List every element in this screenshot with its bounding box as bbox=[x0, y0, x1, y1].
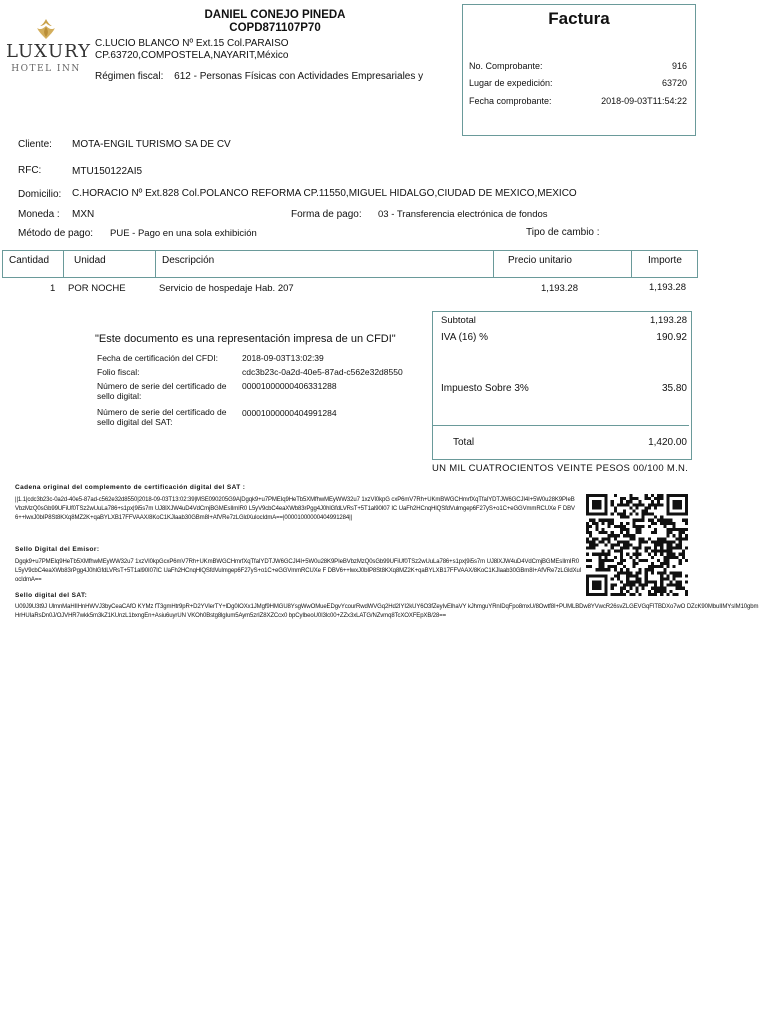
factura-box bbox=[462, 4, 696, 136]
col-cantidad: Cantidad bbox=[3, 251, 64, 277]
folio-value: cdc3b23c-0a2d-40e5-87ad-c562e32d8550 bbox=[242, 367, 403, 377]
cfdi-title: "Este documento es una representación impresa de un CFDI" bbox=[95, 333, 396, 345]
lugar-row bbox=[469, 78, 687, 88]
row-importe: 1,193.28 bbox=[649, 282, 686, 293]
table-row bbox=[0, 283, 700, 297]
total-en-letra: UN MIL CUATROCIENTOS VEINTE PESOS 00/100 M.N. bbox=[432, 463, 689, 474]
subtotal-value: 1,193.28 bbox=[650, 315, 687, 326]
moneda-label: Moneda : bbox=[18, 209, 60, 220]
comprobante-row bbox=[469, 61, 687, 71]
domicilio-value: C.HORACIO Nº Ext.828 Col.POLANCO REFORMA CP.11550,MIGUEL HIDALGO,CIUDAD DE MEXICO,MEXICO bbox=[72, 188, 577, 199]
forma-value: 03 - Transferencia electrónica de fondos bbox=[378, 209, 548, 220]
sello-emisor-text: Dgqk9+u7PMEIq9HeTb5XMfhwMEyWW32u7 1xzVI0kpGcxP6mV7Rh+UKmBWGCHmrfXqTfaIYDTJW6GCJI4I+5W0u28K9PIeBVbzMzQ0sGb99UFiUf0TSz2wUuLa786+s1px|9i5s7m UJ8lXJW4uD4VdCmjBGMEsIlmIR0 L5yV9cbC4eaXWb83rPgg4J0hlGfdLVRsT+5T1al90I07IC UaFh2HCnqHlQSfdVulmgep6F27yS+o1C+eGGVmmRCUXe F DBV6++lwxJ0bIP8St8KXq8MZ2K+qaBYLXB17FFVAAX/8KoC1KJlaab30GBm8I+AfVRe7zLGldXulocIdmA== bbox=[15, 559, 582, 583]
row-unidad: POR NOCHE bbox=[68, 283, 126, 294]
metodo-label: Método de pago: bbox=[18, 228, 94, 239]
factura-title: Factura bbox=[548, 9, 610, 28]
sello-sat-title: Sello digital del SAT: bbox=[15, 592, 88, 599]
sello-sat-text: U09J9U3t9J UlmnMaHIIHnHWVJ3byCeaCAfO KYMz fT3gmHtr9pR+D2YVlerTY+lDg0IOXx1JMgf9HMGU8YsgWwOMueEDgvYcourRwdWVGq2Hd2IYI2kUY6O3fZeyIvElhaVY kJhmguYRnIDqFpo8mxU/8Owtf8I+PUMLBDw8YVwcR26svZLGEVGqFITBDXo7wO DZcK90MbuIIMYsIM10gbmHrHUIaRsDn0J/OJVHR7wkk5m3kZ1KUnzL1bxngEn+Asiu6uyrUN VKOh0Bstg8lgIum5Aym5zrIZ8XZCcx0 bpCyIbeoU0I3lc00+ZZx3xLATG/NZvmq8TcXOXFEpXB/28== bbox=[15, 604, 759, 619]
domicilio-label: Domicilio: bbox=[18, 189, 62, 200]
cert-fecha-label: Fecha de certificación del CFDI: bbox=[97, 353, 218, 363]
sello-emisor-title: Sello Digital del Emisor: bbox=[15, 546, 100, 553]
regimen-value: 612 - Personas Físicas con Actividades Empresariales y bbox=[174, 71, 424, 82]
comprobante-label: No. Comprobante: bbox=[469, 61, 543, 71]
iva-value: 190.92 bbox=[656, 332, 687, 343]
row-cantidad: 1 bbox=[50, 283, 56, 294]
serie-value: 00001000000406331288 bbox=[242, 381, 337, 391]
crown-icon bbox=[34, 18, 58, 40]
serie-sat-label: Número de serie del certificado de sello digital del SAT: bbox=[97, 407, 227, 427]
cliente-label: Cliente: bbox=[18, 139, 52, 150]
folio-label: Folio fiscal: bbox=[97, 367, 140, 377]
iva-label: IVA (16) % bbox=[441, 332, 489, 343]
ish-value: 35.80 bbox=[661, 383, 687, 394]
lugar-label: Lugar de expedición: bbox=[469, 78, 553, 88]
comprobante-value: 916 bbox=[671, 61, 687, 71]
lugar-value: 63720 bbox=[661, 78, 687, 88]
totals-inner-box bbox=[433, 312, 689, 426]
emisor-header bbox=[150, 9, 400, 35]
cliente-value: MOTA-ENGIL TURISMO SA DE CV bbox=[72, 139, 231, 150]
col-precio: Precio unitario bbox=[494, 251, 632, 277]
col-importe: Importe bbox=[648, 255, 682, 266]
rfc-value: MTU150122AI5 bbox=[72, 166, 143, 177]
subtotal-row bbox=[441, 315, 687, 326]
tipo-cambio-label: Tipo de cambio : bbox=[526, 227, 600, 238]
logo-subtitle: HOTEL INN bbox=[11, 64, 81, 74]
metodo-value: PUE - Pago en una sola exhibición bbox=[110, 228, 257, 239]
emisor-rfc: COPD871107P70 bbox=[229, 22, 321, 34]
rfc-label: RFC: bbox=[18, 165, 42, 176]
ish-label: Impuesto Sobre 3% bbox=[441, 383, 529, 394]
col-descripcion: Descripción bbox=[156, 251, 494, 277]
col-unidad: Unidad bbox=[64, 251, 156, 277]
emisor-address2: CP.63720,COMPOSTELA,NAYARIT,México bbox=[95, 50, 289, 61]
total-row bbox=[441, 437, 687, 448]
fecha-row bbox=[469, 96, 687, 106]
regimen-label: Régimen fiscal: bbox=[95, 71, 164, 82]
ish-row bbox=[441, 383, 687, 394]
concepts-table-header bbox=[2, 250, 698, 278]
logo-brand: LUXURY bbox=[6, 41, 92, 62]
iva-row bbox=[441, 332, 687, 343]
total-value: 1,420.00 bbox=[648, 437, 687, 448]
row-precio: 1,193.28 bbox=[541, 283, 578, 294]
company-logo bbox=[6, 18, 92, 74]
qr-code-icon bbox=[586, 494, 688, 596]
serie-label: Número de serie del certificado de sello digital: bbox=[97, 381, 227, 401]
subtotal-label: Subtotal bbox=[441, 315, 476, 326]
emisor-regimen bbox=[95, 71, 423, 82]
cadena-text: ||1.1|cdc3b23c-0a2d-40e5-87ad-c562e32d8550|2018-09-03T13:02:39|MSE090205G9A|Dgqk9+u7PMEIq9HeTb5XMfhwMEyWW32u7 1xzVI0kpG cxP6mV7Rh+UKmBWGCHmrfXqTfaIYDTJW6GCJI4I+5W0u28K9PIeBVbzMzQ0sGb99UFiUf0TSz2wUuLa786+s1px|9i5s7m UJ8lXJW4uD4VdCmjBGMEsIlmIR0 L5yV9cbC4eaXWb83rPgg4J0hlGfdLVRsT+5T1al90I07 IC UaFh2HCnqHlQSfdVulmgep6F27yS+o1C+eGGVmmRCUXe F DBV6++lwxJ0bIP8St8KXq8MZ2K+qaBYLXB17FFVAAX/8KoC1KJlaab30GBm8I+AfVRe7zLGldXulocIdmA==|00001000000404991284|| bbox=[15, 497, 575, 521]
emisor-name: DANIEL CONEJO PINEDA bbox=[204, 9, 346, 21]
total-label: Total bbox=[453, 437, 475, 448]
fecha-value: 2018-09-03T11:54:22 bbox=[601, 96, 687, 106]
moneda-value: MXN bbox=[72, 209, 95, 220]
cadena-title: Cadena original del complemento de certificación digital del SAT : bbox=[15, 484, 246, 491]
totals-box bbox=[432, 311, 692, 460]
forma-label: Forma de pago: bbox=[291, 209, 362, 220]
cert-fecha-value: 2018-09-03T13:02:39 bbox=[242, 353, 324, 363]
serie-sat-value: 00001000000404991284 bbox=[242, 408, 337, 418]
fecha-label: Fecha comprobante: bbox=[469, 96, 552, 106]
row-descripcion: Servicio de hospedaje Hab. 207 bbox=[159, 283, 294, 294]
emisor-address1: C.LUCIO BLANCO Nº Ext.15 Col.PARAISO bbox=[95, 38, 289, 49]
